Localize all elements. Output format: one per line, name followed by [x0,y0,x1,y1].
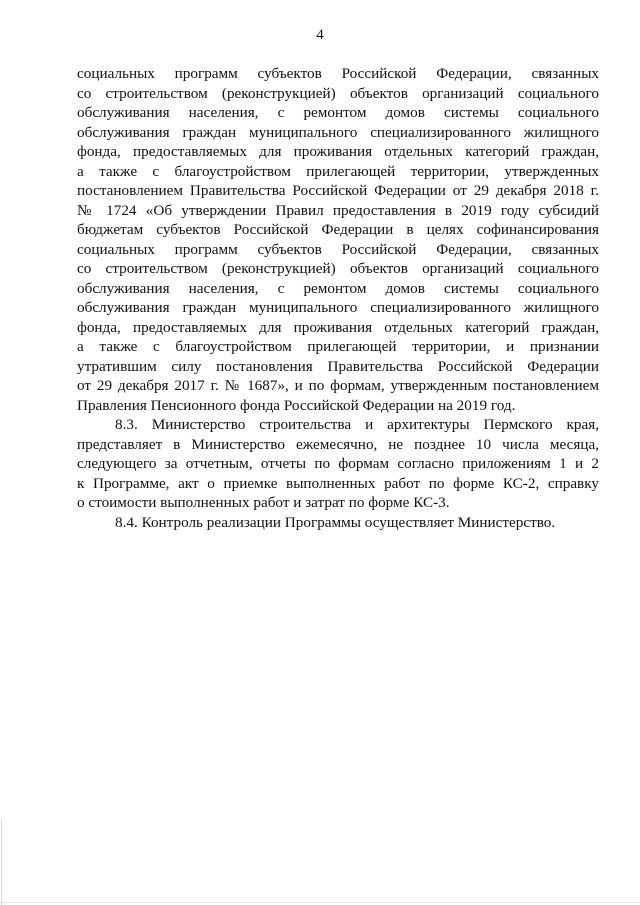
text-line: утратившим силу постановления Правительства Российской Федерации [77,357,599,375]
text-line: о стоимости выполненных работ и затрат по форме КС-3. [77,494,450,511]
text-line: обслуживания граждан муниципального специализированного жилищного [77,123,599,141]
text-line: от 29 декабря 2017 г. № 1687», и по формам, утвержденным постановлением [77,377,599,394]
text-line: со строительством (реконструкцией) объектов организаций социального [77,84,599,102]
text-line: представляет в Министерство ежемесячно, не позднее 10 числа месяца, [77,435,599,453]
scan-edge-mark [1,820,2,905]
text-line: постановлением Правительства Российской Федерации от 29 декабря 2018 г. [77,182,599,199]
scan-edge-line [0,902,640,903]
text-line: к Программе, акт о приемке выполненных работ по форме КС-2, справку [77,474,599,492]
paragraph-clause-8-3 [77,415,599,513]
text-line: Правления Пенсионного фонда Российской Федерации на 2019 год. [77,396,516,414]
text-line: № 1724 «Об утверждении Правил предоставления в 2019 году субсидий [77,201,599,219]
text-line: бюджетам субъектов Российской Федерации в целях софинансирования [77,221,599,238]
text-line: социальных программ субъектов Российской Федерации, связанных [77,240,599,258]
text-line: со строительством (реконструкцией) объектов организаций социального [77,260,599,277]
text-line: 8.4. Контроль реализации Программы осуществляет Министерство. [115,513,556,531]
text-line: 8.3. Министерство строительства и архитектуры Пермского края, [115,416,599,433]
text-line: обслуживания населения, с ремонтом домов системы социального [77,104,599,121]
text-line: обслуживания граждан муниципального специализированного жилищного [77,299,599,316]
text-line: фонда, предоставляемых для проживания отдельных категорий граждан, [77,318,599,336]
text-line: социальных программ субъектов Российской Федерации, связанных [77,65,599,82]
document-body [77,64,599,532]
paragraph-clause-8-4 [77,513,599,533]
text-line: а также с благоустройством прилегающей территории, и признании [77,338,599,355]
text-line: обслуживания населения, с ремонтом домов системы социального [77,279,599,297]
page-number: 4 [316,27,324,43]
text-line: фонда, предоставляемых для проживания отдельных категорий граждан, [77,143,599,160]
text-line: а также с благоустройством прилегающей территории, утвержденных [77,162,599,180]
text-line: следующего за отчетным, отчеты по формам согласно приложениям 1 и 2 [77,455,599,472]
paragraph-continuation [77,64,599,415]
